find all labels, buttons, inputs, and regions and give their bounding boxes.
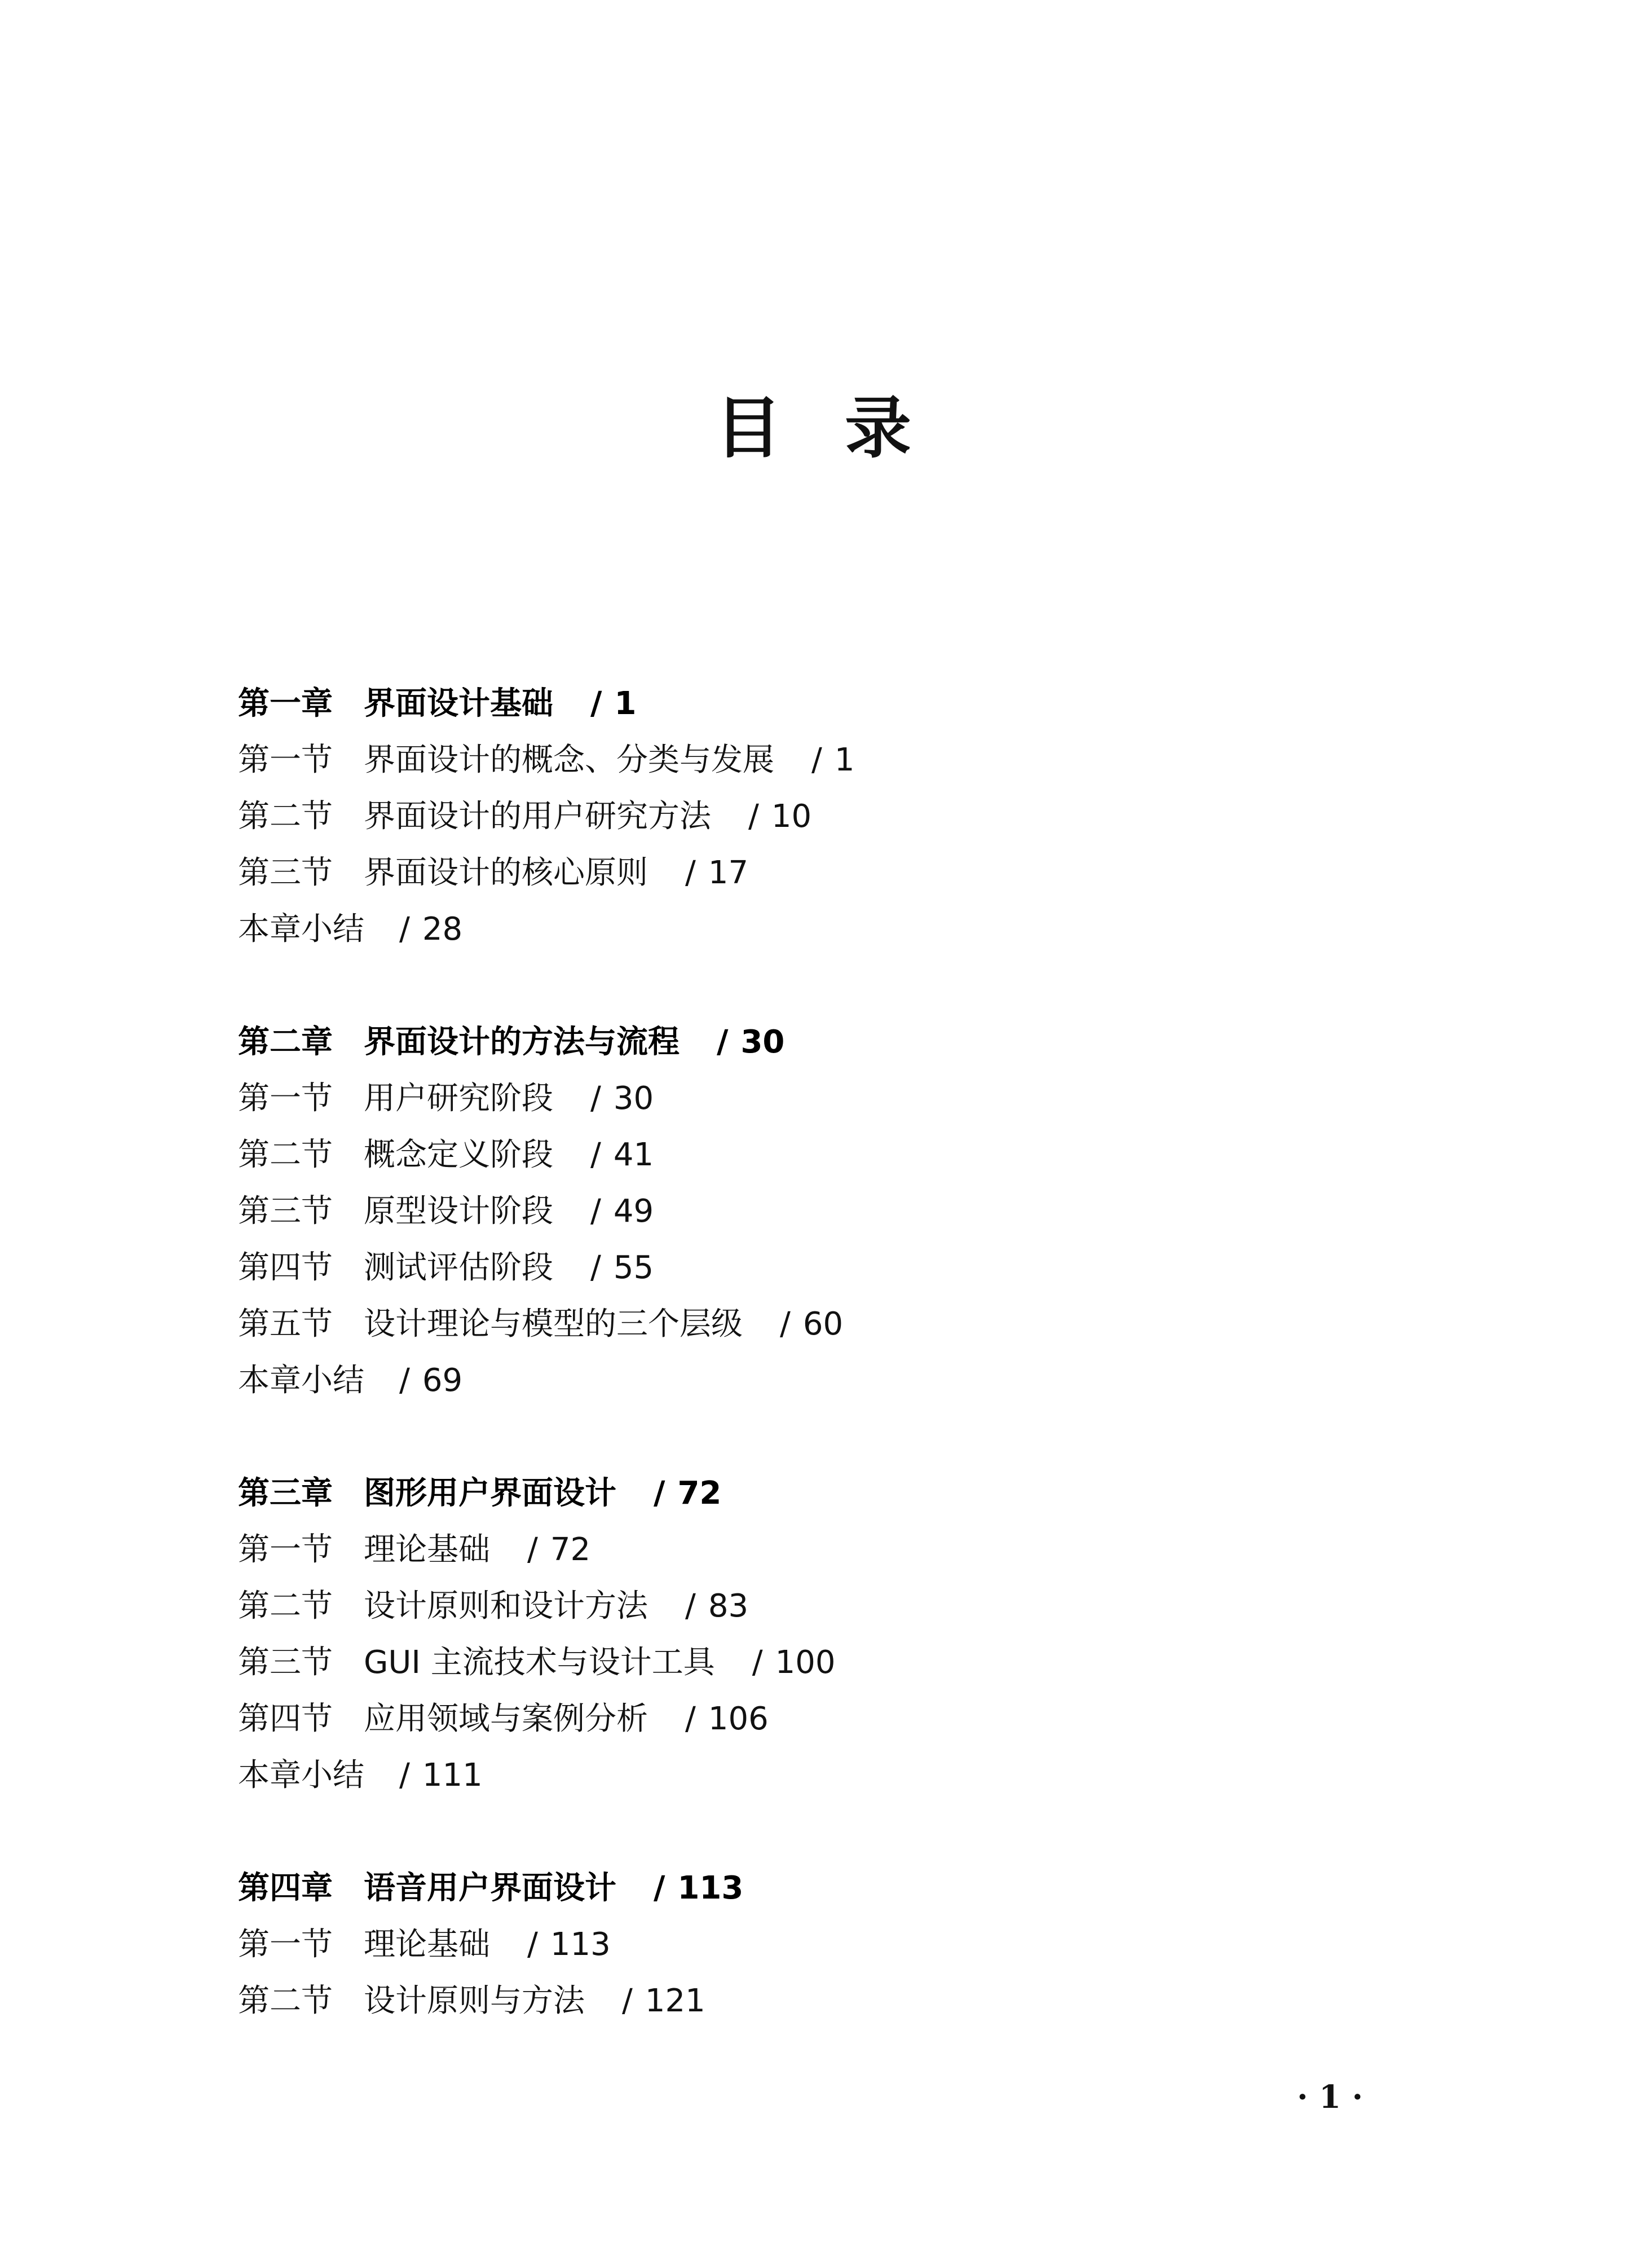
section-entry[interactable] — [238, 1973, 1422, 2029]
section-title: 理论基础 — [364, 1531, 490, 1568]
section-title: 概念定义阶段 — [364, 1137, 553, 1173]
separator-slash: / — [590, 685, 602, 722]
separator-slash: / — [811, 742, 822, 778]
section-label: 第二节 — [238, 798, 333, 835]
section-entry[interactable] — [238, 732, 1422, 789]
separator-slash: / — [717, 1024, 729, 1060]
page-ref: 83 — [708, 1588, 749, 1624]
section-entry[interactable] — [238, 1691, 1422, 1747]
summary-label: 本章小结 — [238, 1757, 364, 1794]
section-label: 第二节 — [238, 1983, 333, 2019]
section-entry[interactable] — [238, 1071, 1422, 1127]
section-label: 第一节 — [238, 1926, 333, 1963]
chapter-heading[interactable] — [238, 676, 1422, 732]
chapter-summary-entry[interactable] — [238, 1353, 1422, 1409]
section-title: 设计理论与模型的三个层级 — [364, 1306, 743, 1342]
section-label: 第四节 — [238, 1701, 333, 1737]
section-label: 第一节 — [238, 1531, 333, 1568]
chapter-title: 界面设计基础 — [364, 685, 553, 722]
section-title: 原型设计阶段 — [364, 1193, 553, 1230]
page-ref: 10 — [771, 798, 812, 835]
section-entry[interactable] — [238, 789, 1422, 845]
page-ref: 1 — [834, 742, 855, 778]
separator-slash: / — [654, 1475, 665, 1512]
summary-label: 本章小结 — [238, 1362, 364, 1399]
chapter-summary-entry[interactable] — [238, 901, 1422, 958]
chapter-label: 第一章 — [238, 685, 333, 722]
section-label: 第三节 — [238, 1193, 333, 1230]
page-ref: 28 — [422, 911, 463, 948]
section-label: 第三节 — [238, 1644, 333, 1681]
page-ref: 100 — [775, 1644, 836, 1681]
section-entry[interactable] — [238, 1917, 1422, 1973]
page-ref: 113 — [677, 1870, 744, 1906]
section-label: 第二节 — [238, 1588, 333, 1624]
section-label: 第三节 — [238, 855, 333, 891]
separator-slash: / — [590, 1193, 601, 1230]
section-title: GUI 主流技术与设计工具 — [364, 1644, 715, 1681]
table-of-contents — [238, 676, 1422, 2086]
toc-chapter — [238, 1014, 1422, 1409]
section-entry[interactable] — [238, 1522, 1422, 1578]
separator-slash: / — [685, 1701, 696, 1737]
separator-slash: / — [399, 911, 410, 948]
chapter-heading[interactable] — [238, 1465, 1422, 1522]
section-entry[interactable] — [238, 1183, 1422, 1240]
section-title: 理论基础 — [364, 1926, 490, 1963]
separator-slash: / — [780, 1306, 791, 1342]
page-ref: 49 — [613, 1193, 654, 1230]
summary-label: 本章小结 — [238, 911, 364, 948]
chapter-title: 界面设计的方法与流程 — [364, 1024, 680, 1060]
page-ref: 111 — [422, 1757, 483, 1794]
separator-slash: / — [590, 1249, 601, 1286]
section-label: 第五节 — [238, 1306, 333, 1342]
section-entry[interactable] — [238, 1578, 1422, 1635]
chapter-label: 第四章 — [238, 1870, 333, 1906]
toc-chapter — [238, 676, 1422, 958]
page-ref: 60 — [802, 1306, 844, 1342]
page-ref: 72 — [677, 1475, 722, 1512]
section-title: 设计原则与方法 — [364, 1983, 585, 2019]
page-title-char-1: 目 — [715, 389, 782, 467]
page-title — [715, 389, 912, 467]
section-title: 用户研究阶段 — [364, 1080, 553, 1117]
section-label: 第二节 — [238, 1137, 333, 1173]
page-ref: 121 — [645, 1983, 705, 2019]
separator-slash: / — [685, 855, 696, 891]
separator-slash: / — [748, 798, 759, 835]
chapter-title: 图形用户界面设计 — [364, 1475, 616, 1512]
separator-slash: / — [527, 1531, 538, 1568]
section-label: 第四节 — [238, 1249, 333, 1286]
page-ref: 113 — [550, 1926, 611, 1963]
page-ref: 106 — [708, 1701, 769, 1737]
chapter-label: 第二章 — [238, 1024, 333, 1060]
page-ref: 69 — [422, 1362, 463, 1399]
section-label: 第一节 — [238, 1080, 333, 1117]
chapter-heading[interactable] — [238, 1014, 1422, 1071]
toc-chapter — [238, 1465, 1422, 1804]
separator-slash: / — [590, 1080, 601, 1117]
page-number: · 1 · — [1297, 2078, 1363, 2116]
section-title: 测试评估阶段 — [364, 1249, 553, 1286]
separator-slash: / — [590, 1137, 601, 1173]
chapter-heading[interactable] — [238, 1860, 1422, 1917]
section-entry[interactable] — [238, 1240, 1422, 1296]
page-ref: 72 — [550, 1531, 591, 1568]
separator-slash: / — [654, 1870, 665, 1906]
chapter-label: 第三章 — [238, 1475, 333, 1512]
section-title: 应用领域与案例分析 — [364, 1701, 648, 1737]
section-entry[interactable] — [238, 1635, 1422, 1691]
section-title: 设计原则和设计方法 — [364, 1588, 648, 1624]
section-entry[interactable] — [238, 845, 1422, 901]
page-ref: 55 — [613, 1249, 654, 1286]
separator-slash: / — [685, 1588, 696, 1624]
page-ref: 1 — [614, 685, 637, 722]
separator-slash: / — [527, 1926, 538, 1963]
page-title-char-2: 录 — [845, 389, 912, 467]
page-ref: 30 — [613, 1080, 654, 1117]
section-entry[interactable] — [238, 1127, 1422, 1183]
section-entry[interactable] — [238, 1296, 1422, 1353]
page-ref: 41 — [613, 1137, 654, 1173]
chapter-summary-entry[interactable] — [238, 1747, 1422, 1804]
section-title: 界面设计的用户研究方法 — [364, 798, 711, 835]
page-ref: 30 — [740, 1024, 785, 1060]
section-title: 界面设计的核心原则 — [364, 855, 648, 891]
page-ref: 17 — [708, 855, 749, 891]
separator-slash: / — [752, 1644, 763, 1681]
separator-slash: / — [399, 1362, 410, 1399]
section-title: 界面设计的概念、分类与发展 — [364, 742, 774, 778]
toc-chapter — [238, 1860, 1422, 2029]
chapter-title: 语音用户界面设计 — [364, 1870, 616, 1906]
separator-slash: / — [399, 1757, 410, 1794]
separator-slash: / — [622, 1983, 633, 2019]
section-label: 第一节 — [238, 742, 333, 778]
